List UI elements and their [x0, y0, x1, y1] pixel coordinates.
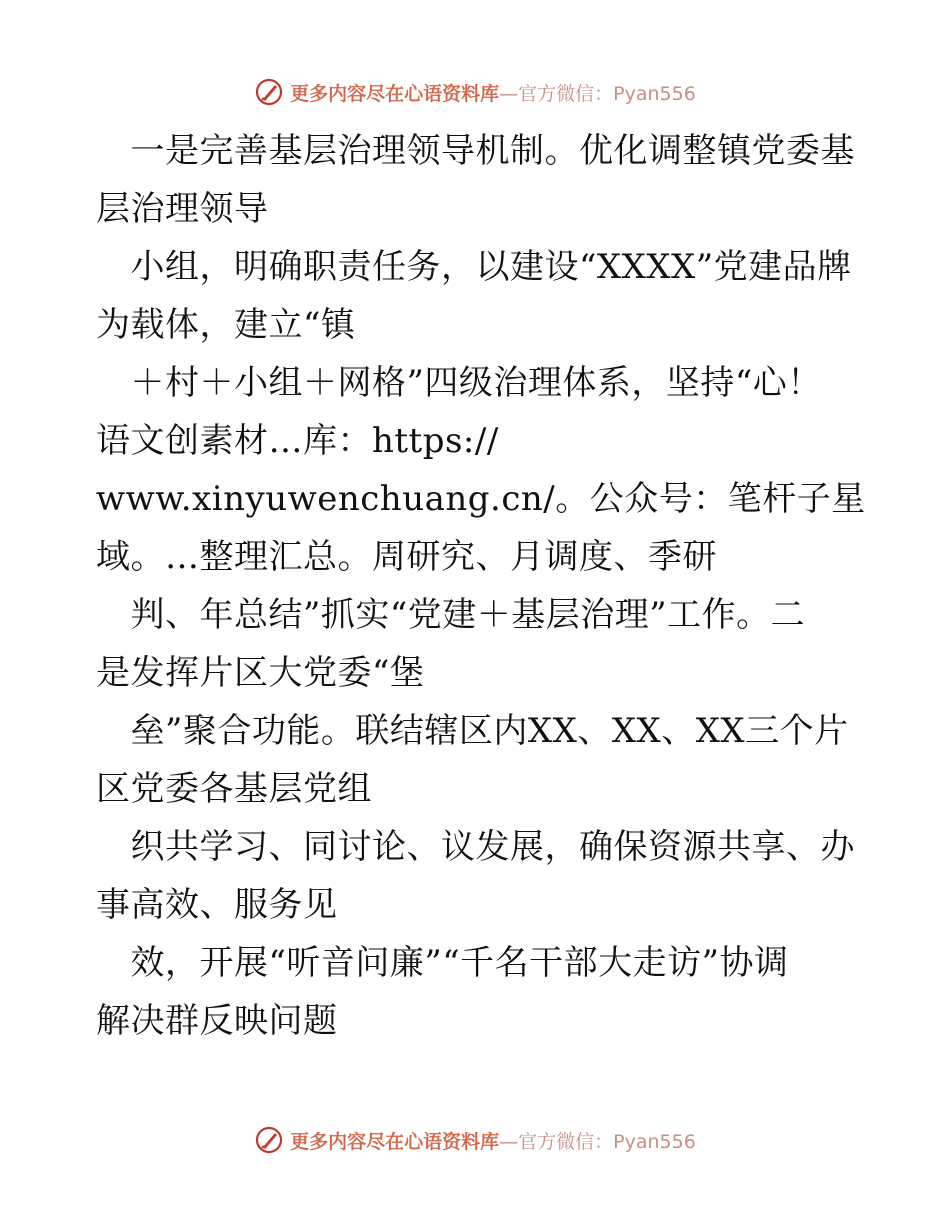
body-line: 解决群反映问题: [96, 1001, 338, 1041]
quill-pen-icon: [254, 1125, 284, 1155]
footer-watermark-banner: [0, 1120, 950, 1160]
body-line: www.xinyuwenchuang.cn/。公众号：笔杆子星: [96, 479, 866, 519]
body-line: 事高效、服务见: [96, 885, 338, 925]
header-site-text: 更多内容尽在心语资料库: [290, 82, 500, 105]
body-line: 效，开展“听音问廉”“千名干部大走访”协调: [96, 943, 789, 983]
body-line: 层治理领导: [96, 189, 269, 229]
body-line: 区党委各基层党组: [96, 769, 372, 809]
body-line: 域。…整理汇总。周研究、月调度、季研: [96, 537, 717, 577]
header-contact-text: —官方微信：Pyan556: [499, 82, 696, 105]
body-line: 是发挥片区大党委“堡: [96, 653, 425, 693]
body-line: ＋村＋小组＋网格”四级治理体系，坚持“心！: [96, 363, 822, 403]
body-line: 语文创素材…库：https://: [96, 421, 499, 461]
footer-banner-text: [290, 1127, 696, 1154]
body-line: 织共学习、同讨论、议发展，确保资源共享、办: [96, 827, 855, 867]
quill-pen-icon: [254, 77, 284, 107]
body-line: 为载体，建立“镇: [96, 305, 356, 345]
body-line: 小组，明确职责任务，以建设“XXXX”党建品牌: [96, 247, 852, 287]
footer-contact-text: —官方微信：Pyan556: [499, 1130, 696, 1153]
body-line: 判、年总结”抓实“党建＋基层治理”工作。二: [96, 595, 806, 635]
header-watermark-banner: [0, 72, 950, 112]
body-line: 一是完善基层治理领导机制。优化调整镇党委基: [96, 131, 855, 171]
header-banner-text: [290, 79, 696, 106]
document-body: [96, 122, 866, 1050]
footer-site-text: 更多内容尽在心语资料库: [290, 1130, 500, 1153]
body-line: 垒”聚合功能。联结辖区内XX、XX、XX三个片: [96, 711, 849, 751]
